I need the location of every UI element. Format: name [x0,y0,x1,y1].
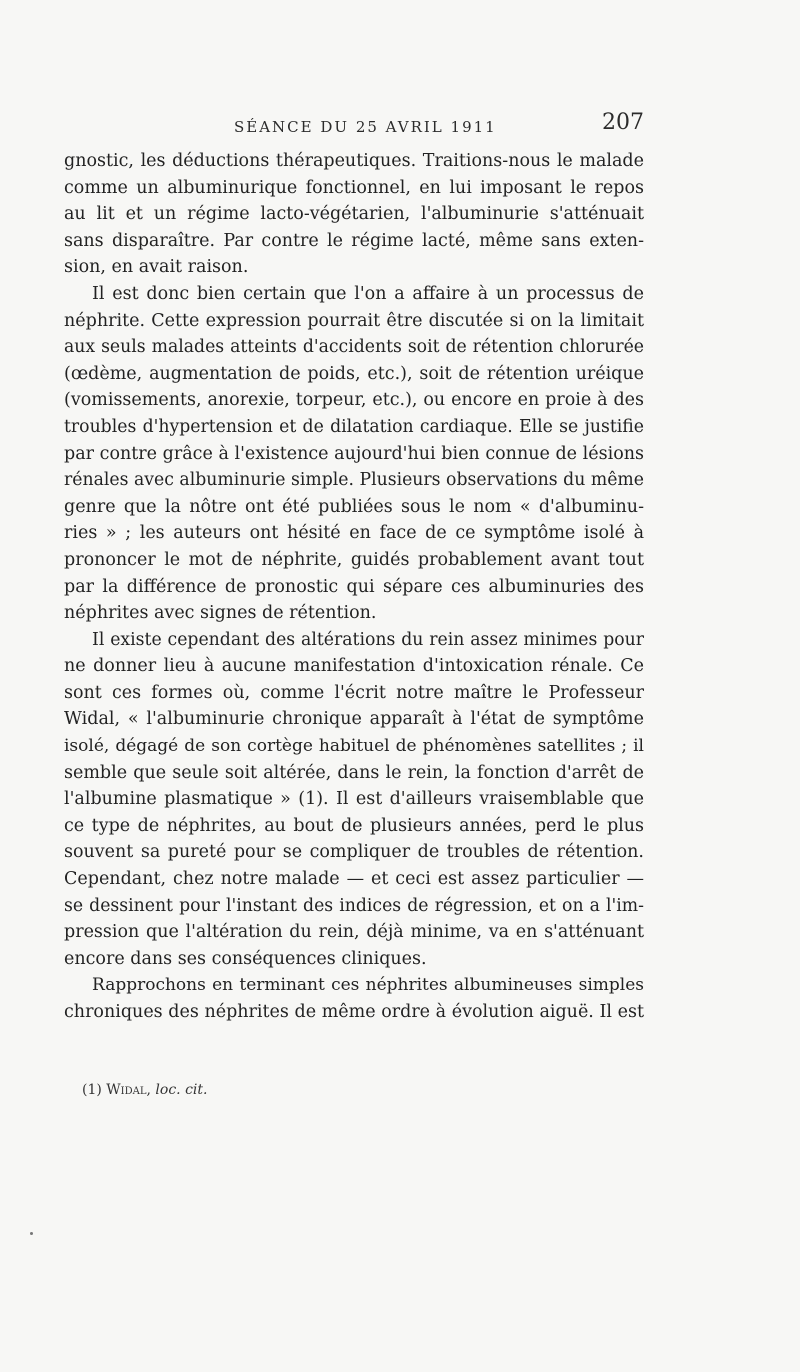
page-number: 207 [602,110,644,135]
text-line: Il existe cependant des altérations du rein assez minimes pour [92,629,644,650]
text-line: genre que la nôtre ont été publiées sous le nom « d'albuminu- [64,496,644,517]
text-line: Widal, « l'albuminurie chronique apparaît à l'état de symptôme [64,709,644,730]
text-line: néphrites avec signes de rétention. [64,603,377,624]
text-line: l'albumine plasmatique » (1). Il est d'ailleurs vraisemblable que [64,789,644,810]
text-line: (œdème, augmentation de poids, etc.), soit de rétention uréique [64,363,644,384]
text-line: ries » ; les auteurs ont hésité en face de ce symptôme isolé à [64,523,644,544]
text-line: rénales avec albuminurie simple. Plusieurs observations du même [64,470,644,491]
footnote [82,1082,207,1098]
text-line: sion, en avait raison. [64,257,249,278]
text-line: Il est donc bien certain que l'on a affaire à un processus de [92,283,644,304]
text-line: par contre grâce à l'existence aujourd'hui bien connue de lésions [64,443,644,464]
text-line: troubles d'hypertension et de dilatation cardiaque. Elle se justifie [64,416,644,437]
text-line: au lit et un régime lacto-végétarien, l'albuminurie s'atténuait [64,204,644,225]
text-line: isolé, dégagé de son cortège habituel de phénomènes satellites ; il [64,736,644,757]
text-line: (vomissements, anorexie, torpeur, etc.), ou encore en proie à des [64,390,644,411]
text-line: ne donner lieu à aucune manifestation d'intoxication rénale. Ce [64,656,644,677]
text-line: pression que l'altération du rein, déjà minime, va en s'atténuant [64,922,644,943]
footnote-mark: (1) [82,1082,102,1098]
text-line: sont ces formes où, comme l'écrit notre maître le Professeur [64,682,644,703]
paper-speck [30,1232,33,1235]
text-line: néphrite. Cette expression pourrait être discutée si on la limitait [64,310,644,331]
text-line: comme un albuminurique fonctionnel, en lui imposant le repos [64,177,644,198]
text-line: par la différence de pronostic qui sépare ces albuminuries des [64,576,644,597]
text-line: chroniques des néphrites de même ordre à évolution aiguë. Il est [64,1002,644,1022]
text-line: se dessinent pour l'instant des indices de régression, et on a l'im- [64,895,644,916]
text-line: encore dans ses conséquences cliniques. [64,948,427,969]
text-line: prononcer le mot de néphrite, guidés probablement avant tout [64,549,644,570]
text-line: Cependant, chez notre malade — et ceci est assez particulier — [64,869,644,890]
page-header [64,106,644,146]
text-line: semble que seule soit altérée, dans le rein, la fonction d'arrêt de [64,762,644,783]
text-line: gnostic, les déductions thérapeutiques. Traitions-nous le malade [64,151,644,171]
footnote-reference: loc. cit. [155,1082,208,1098]
text-line: ce type de néphrites, au bout de plusieurs années, perd le plus [64,815,644,836]
text-line: aux seuls malades atteints d'accidents soit de rétention chlorurée [64,337,644,358]
running-head: SÉANCE DU 25 AVRIL 1911 [234,118,497,136]
footnote-author: Widal, [106,1082,151,1098]
text-line: Rapprochons en terminant ces néphrites albumineuses simples [92,975,644,996]
text-line: souvent sa pureté pour se compliquer de troubles de rétention. [64,842,644,863]
body-text [64,148,644,1026]
text-line: sans disparaître. Par contre le régime lacté, même sans exten- [64,230,644,251]
